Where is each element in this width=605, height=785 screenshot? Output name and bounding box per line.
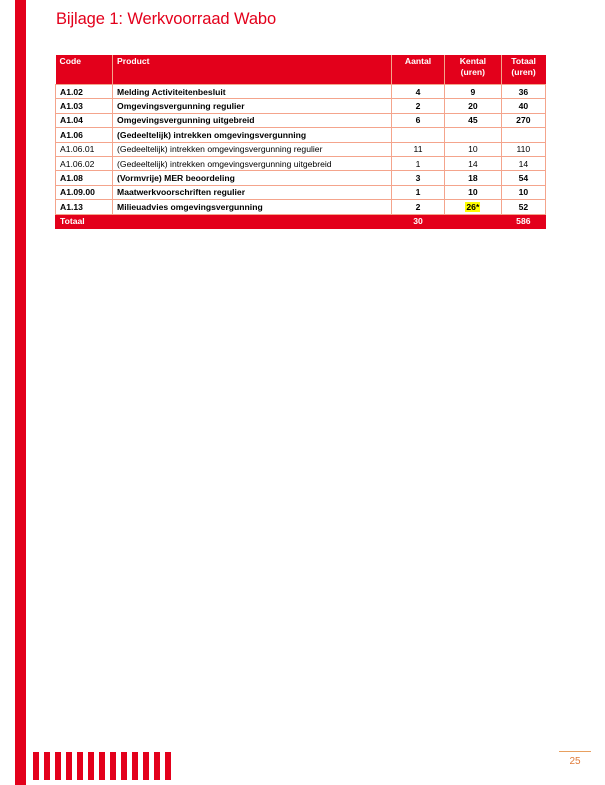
page-title: Bijlage 1: Werkvoorraad Wabo	[56, 10, 277, 28]
header-totaal: Totaal (uren)	[501, 55, 545, 85]
total-kental	[445, 214, 502, 228]
cell-code: A1.08	[56, 171, 113, 185]
cell-product: Milieuadvies omgevingsvergunning	[113, 200, 392, 214]
cell-code: A1.06	[56, 128, 113, 142]
total-label: Totaal	[56, 214, 392, 228]
cell-kental	[445, 200, 502, 214]
table-row	[56, 200, 546, 214]
cell-totaal: 10	[501, 185, 545, 199]
cell-kental: 10	[445, 185, 502, 199]
cell-aantal	[391, 128, 444, 142]
header-kental: Kental (uren)	[445, 55, 502, 85]
cell-totaal: 52	[501, 200, 545, 214]
cell-code: A1.09.00	[56, 185, 113, 199]
cell-aantal: 3	[391, 171, 444, 185]
cell-aantal: 6	[391, 113, 444, 127]
table-row	[56, 156, 546, 170]
total-aantal: 30	[391, 214, 444, 228]
cell-code: A1.06.02	[56, 156, 113, 170]
cell-totaal: 54	[501, 171, 545, 185]
table-row	[56, 85, 546, 99]
cell-product: Omgevingsvergunning regulier	[113, 99, 392, 113]
cell-aantal: 2	[391, 200, 444, 214]
table-total-row	[56, 214, 546, 228]
cell-product: Maatwerkvoorschriften regulier	[113, 185, 392, 199]
total-totaal: 586	[501, 214, 545, 228]
cell-kental: 10	[445, 142, 502, 156]
cell-product: (Gedeeltelijk) intrekken omgevingsvergunning	[113, 128, 392, 142]
cell-totaal: 270	[501, 113, 545, 127]
table-header-row	[56, 55, 546, 85]
page-number: 25	[569, 756, 581, 767]
cell-aantal: 4	[391, 85, 444, 99]
footer-stripes-logo	[33, 752, 171, 780]
werkvoorraad-table	[55, 55, 546, 229]
cell-totaal: 36	[501, 85, 545, 99]
cell-totaal: 40	[501, 99, 545, 113]
table-row	[56, 185, 546, 199]
cell-product: Omgevingsvergunning uitgebreid	[113, 113, 392, 127]
cell-aantal: 1	[391, 156, 444, 170]
cell-totaal: 14	[501, 156, 545, 170]
cell-aantal: 1	[391, 185, 444, 199]
table-row	[56, 99, 546, 113]
cell-code: A1.06.01	[56, 142, 113, 156]
header-code: Code	[56, 55, 113, 85]
table-row	[56, 142, 546, 156]
cell-kental: 18	[445, 171, 502, 185]
cell-totaal	[501, 128, 545, 142]
cell-product: Melding Activiteitenbesluit	[113, 85, 392, 99]
header-aantal: Aantal	[391, 55, 444, 85]
cell-aantal: 11	[391, 142, 444, 156]
table-row	[56, 171, 546, 185]
cell-kental: 45	[445, 113, 502, 127]
highlighted-kental-value: 26*	[466, 201, 480, 212]
cell-kental: 9	[445, 85, 502, 99]
header-product: Product	[113, 55, 392, 85]
left-accent-bar	[15, 0, 26, 785]
cell-product: (Gedeeltelijk) intrekken omgevingsvergunning uitgebreid	[113, 156, 392, 170]
page-number-rule	[559, 751, 591, 752]
cell-code: A1.13	[56, 200, 113, 214]
cell-kental: 14	[445, 156, 502, 170]
table-row	[56, 128, 546, 142]
cell-kental	[445, 128, 502, 142]
cell-product: (Gedeeltelijk) intrekken omgevingsvergunning regulier	[113, 142, 392, 156]
table-row	[56, 113, 546, 127]
cell-code: A1.04	[56, 113, 113, 127]
cell-totaal: 110	[501, 142, 545, 156]
cell-code: A1.02	[56, 85, 113, 99]
cell-product: (Vormvrije) MER beoordeling	[113, 171, 392, 185]
cell-aantal: 2	[391, 99, 444, 113]
cell-kental: 20	[445, 99, 502, 113]
cell-code: A1.03	[56, 99, 113, 113]
